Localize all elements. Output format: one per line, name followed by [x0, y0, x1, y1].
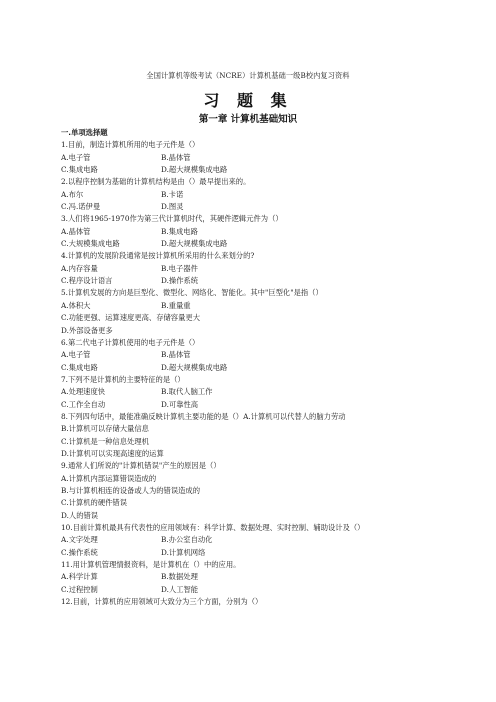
option-row: [61, 547, 461, 559]
question-line: C.计算机是一种信息处理机: [61, 436, 149, 446]
option-row: [61, 226, 461, 238]
option-a: C.集成电路: [61, 362, 98, 372]
option-a: A.晶体管: [61, 226, 91, 236]
option-a: A.布尔: [61, 189, 84, 199]
question-line: B.计算机可以存储大量信息: [61, 424, 149, 434]
option-row: [61, 362, 461, 374]
option-a: A.电子管: [61, 350, 91, 360]
option-row: [61, 584, 461, 596]
option-b: D.超大规模集成电路: [161, 239, 228, 249]
option-row: [61, 263, 461, 275]
option-b: B.办公室自动化: [161, 535, 213, 545]
question-line: 8.下列四句话中，最能准确反映计算机主要功能的是（）A.计算机可以代替人的脑力劳动: [61, 411, 346, 421]
question-line: D.外部设备更多: [61, 325, 113, 335]
option-row: [61, 152, 461, 164]
option-b: B.数据处理: [161, 572, 198, 582]
option-b: D.超大规模集成电路: [161, 362, 228, 372]
option-a: A.体积大: [61, 300, 91, 310]
option-a: C.程序设计语言: [61, 276, 113, 286]
page-title: 习 题 集: [203, 91, 293, 110]
option-a: C.冯.诺伊曼: [61, 202, 101, 212]
option-row: [61, 386, 461, 398]
question-line: 12.目前，计算机的应用领域可大致分为三个方面，分别为（）: [61, 597, 263, 607]
option-a: C.过程控制: [61, 584, 98, 594]
option-b: D.操作系统: [161, 276, 199, 286]
option-a: A.处理速度快: [61, 387, 106, 397]
question-line: 3.人们将1965-1970作为第三代计算机时代，其硬件逻辑元件为（）: [61, 214, 283, 224]
option-a: A.电子管: [61, 152, 91, 162]
option-b: B.取代人脑工作: [161, 387, 213, 397]
question-line: 5.计算机发展的方向是巨型化、微型化、网络化、智能化。其中"巨型化"是指（）: [61, 288, 323, 298]
option-a: C.工作全自动: [61, 399, 106, 409]
option-row: [61, 189, 461, 201]
option-a: C.集成电路: [61, 165, 98, 175]
option-b: D.可靠性高: [161, 399, 199, 409]
option-row: [61, 349, 461, 361]
question-line: 7.下列不是计算机的主要特征的是（）: [61, 374, 185, 384]
question-line: 10.目前计算机最具有代表性的应用领域有：科学计算、数据处理、实时控制、辅助设计及（）: [61, 523, 365, 532]
question-line: D.人的错误: [61, 510, 99, 520]
option-b: B.重量重: [161, 300, 191, 310]
option-b: D.计算机网络: [161, 547, 206, 557]
question-line: D.计算机可以实现高速度的运算: [61, 448, 164, 458]
page-header: 全国计算机等级考试（NCRE）计算机基础一级B校内复习资料: [146, 71, 350, 80]
question-line: 11.用计算机管理情报资料，是计算机在（）中的应用。: [61, 560, 241, 570]
option-a: A.科学计算: [61, 572, 98, 582]
option-a: A.文字处理: [61, 535, 98, 545]
option-b: D.超大规模集成电路: [161, 165, 228, 175]
option-b: D.图灵: [161, 202, 184, 212]
question-lines: [61, 139, 461, 608]
option-row: [61, 399, 461, 411]
option-a: A.内存容量: [61, 263, 98, 273]
option-b: B.集成电路: [161, 226, 198, 236]
option-row: [61, 238, 461, 250]
option-row: [61, 571, 461, 583]
question-line: C.计算机的硬件错误: [61, 498, 128, 508]
option-b: B.电子器件: [161, 263, 198, 273]
section-heading: 一.单项选择题: [61, 128, 108, 137]
option-b: B.晶体管: [161, 152, 191, 162]
option-row: [61, 534, 461, 546]
option-a: C.大规模集成电路: [61, 239, 120, 249]
option-b: B.晶体管: [161, 350, 191, 360]
option-a: C.操作系统: [61, 547, 98, 557]
question-line: B.与计算机相连的设备或人为的错误造成的: [61, 485, 201, 495]
chapter-heading: 第一章 计算机基础知识: [198, 114, 298, 125]
question-line: A.计算机内部运算错误造成的: [61, 473, 157, 483]
option-b: B.卡诺: [161, 189, 184, 199]
question-line: 1.目前，制造计算机所用的电子元件是（）: [61, 140, 200, 150]
option-row: [61, 201, 461, 213]
question-list: [61, 127, 461, 608]
option-row: [61, 275, 461, 287]
question-line: C.功能更强、运算速度更高、存储容量更大: [61, 313, 200, 323]
question-line: 2.以程序控制为基础的计算机结构是由（）最早提出来的。: [61, 177, 251, 187]
option-row: [61, 300, 461, 312]
question-line: 6.第二代电子计算机使用的电子元件是（）: [61, 337, 200, 347]
option-b: D.人工智能: [161, 584, 199, 594]
question-line: 4.计算机的发展阶段通常是按计算机所采用的什么来划分的?: [61, 251, 255, 261]
option-row: [61, 164, 461, 176]
question-line: 9.通常人们所说的"计算机错误"产生的原因是（）: [61, 461, 221, 471]
